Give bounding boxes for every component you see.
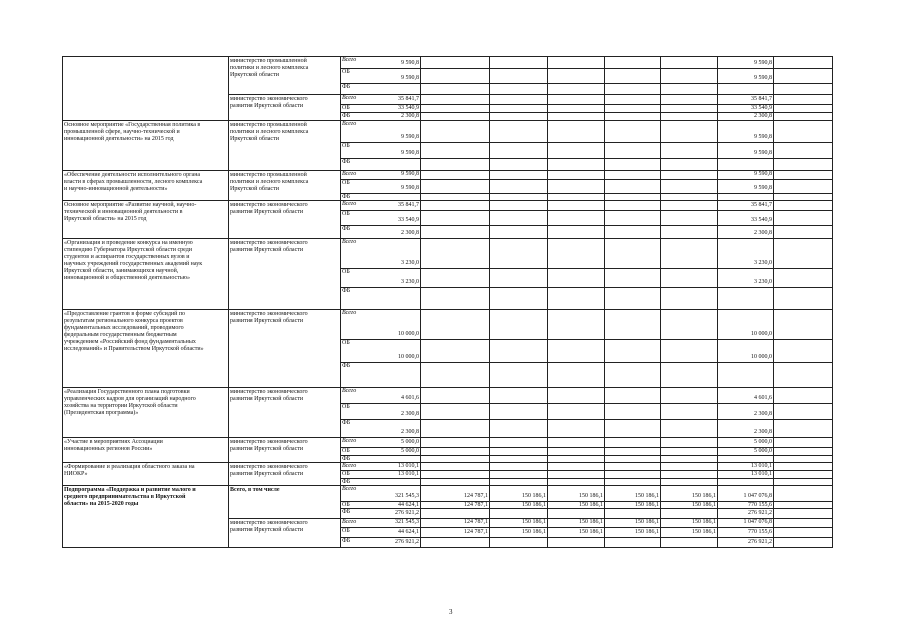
amount-cell: 276 921,2 [748,539,772,545]
task-name-line: промышленной сфере, научно-технической и [64,129,180,135]
executor-line: министерство экономического [230,520,308,526]
amount-cell: 2 300,8 [401,230,419,236]
funding-source-label: ФБ [342,509,351,515]
amount-cell: 321 545,3 [395,519,419,525]
table-column-line [489,56,490,548]
task-name-line: управленческих кадров для организаций народного [64,396,196,402]
amount-cell: 2 300,8 [754,411,772,417]
amount-cell: 9 590,8 [401,75,419,81]
table-column-line [420,56,421,548]
funding-source-label: ФБ [342,363,351,369]
task-name-line: инновационной деятельности» на 2015 год [64,136,174,142]
table-column-line [832,56,833,548]
amount-cell: 5 000,0 [401,448,419,454]
amount-cell: 150 186,1 [635,529,659,535]
funding-source-label: Всего [342,95,357,101]
funding-source-label: ОБ [342,502,350,508]
table-row-line [62,120,833,121]
task-name-line: стипендию Губернатора Иркутской области среди [64,247,192,253]
table-column-line [228,56,229,548]
amount-cell: 124 787,1 [464,519,488,525]
amount-cell: 9 590,8 [401,171,419,177]
amount-cell: 150 186,1 [635,493,659,499]
funding-source-label: ФБ [342,456,351,462]
amount-cell: 10 000,0 [398,354,419,360]
funding-source-label: Всего [342,171,357,177]
amount-cell: 150 186,1 [522,529,546,535]
funding-source-label: ФБ [342,479,351,485]
amount-cell: 9 590,8 [754,60,772,66]
amount-cell: 150 186,1 [522,502,546,508]
funding-source-label: ОБ [342,471,350,477]
task-name-line: Основное мероприятие «Государственная политика в [64,122,201,128]
funding-source-label: ОБ [342,340,350,346]
amount-cell: 9 590,8 [754,171,772,177]
amount-cell: 9 590,8 [754,150,772,156]
executor-line: развития Иркутской области [230,318,304,324]
amount-cell: 150 186,1 [692,519,716,525]
funding-source-label: ОБ [342,528,350,534]
funding-source-label: ОБ [342,105,350,111]
funding-source-label: ОБ [342,143,350,149]
task-name-line: Подпрограмма «Поддержка и развитие малого и [64,487,196,493]
amount-cell: 150 186,1 [635,519,659,525]
task-name-line: среднего предпринимательства в Иркутской [64,494,186,500]
funding-source-label: Всего [342,57,357,63]
funding-source-label: ФБ [342,420,351,426]
amount-cell: 2 300,8 [754,113,772,119]
amount-cell: 2 300,8 [401,113,419,119]
executor-line: развития Иркутской области [230,396,304,402]
executor-line: министерство экономического [230,389,308,395]
amount-cell: 13 010,1 [398,463,419,469]
amount-cell: 150 186,1 [579,502,603,508]
table-subrow-line [340,142,833,143]
executor-line: министерство экономического [230,439,308,445]
funding-source-label: ОБ [342,180,350,186]
executor-line: Иркутской области [230,186,279,192]
amount-cell: 124 787,1 [464,493,488,499]
amount-cell: 770 155,6 [748,502,772,508]
amount-cell: 150 186,1 [522,519,546,525]
funding-source-label: Всего [342,239,357,245]
amount-cell: 3 230,0 [754,279,772,285]
task-name-line: Иркутской области» на 2015 год [64,216,147,222]
executor-line: Иркутской области [230,136,279,142]
funding-source-label: Всего [342,201,357,207]
amount-cell: 9 590,8 [401,60,419,66]
table-subrow-line [340,419,833,420]
amount-cell: 9 590,8 [401,150,419,156]
executor-line: политики и лесного комплекса [230,129,309,135]
task-name-line: исследований» и Правительством Иркутской области» [64,346,204,352]
task-name-line: области» на 2015-2020 годы [64,501,139,507]
amount-cell: 33 540,9 [751,217,772,223]
task-name-line: и научно-инновационной деятельности» [64,186,168,192]
executor-line: развития Иркутской области [230,247,304,253]
executor-line: развития Иркутской области [230,209,304,215]
amount-cell: 3 230,0 [401,260,419,266]
executor-line: развития Иркутской области [230,446,304,452]
amount-cell: 1 047 076,8 [743,519,772,525]
amount-cell: 44 624,1 [398,529,419,535]
executor-line: министерство экономического [230,202,308,208]
table-column-line [340,56,341,548]
executor-line: Иркутской области [230,72,279,78]
executor-line: развития Иркутской области [230,527,304,533]
executor-line: политики и лесного комплекса [230,179,309,185]
task-name-line: (Президентская программа)» [64,410,139,416]
table-row-line [62,437,833,438]
amount-cell: 150 186,1 [579,529,603,535]
executor-line: политики и лесного комплекса [230,65,309,71]
task-name-line: «Предоставление грантов в форме субсидий по [64,311,186,317]
table-row-line [62,387,833,388]
funding-source-label: Всего [342,121,357,127]
funding-source-label: ФБ [342,194,351,200]
amount-cell: 150 186,1 [522,493,546,499]
amount-cell: 44 624,1 [398,502,419,508]
table-subrow-line [340,403,833,404]
funding-source-label: ОБ [342,269,350,275]
funding-source-label: Всего [342,486,357,492]
amount-cell: 35 841,7 [751,96,772,102]
amount-cell: 4 601,6 [401,395,419,401]
table-column-line [717,56,718,548]
amount-cell: 1 047 076,8 [743,493,772,499]
table-subrow-line [340,68,833,69]
executor-line: министерство экономического [230,311,308,317]
executor-line: министерство промышленной [230,58,307,64]
amount-cell: 9 590,8 [401,185,419,191]
task-name-line: Основное мероприятие «Развитие научной, научно- [64,202,197,208]
table-column-line [547,56,548,548]
amount-cell: 13 010,1 [398,471,419,477]
funding-source-label: Всего [342,310,357,316]
funding-source-label: ФБ [342,288,351,294]
table-subrow-line [340,193,833,194]
amount-cell: 35 841,7 [398,202,419,208]
task-name-line: хозяйства на территории Иркутской области [64,403,178,409]
task-name-line: НИОКР» [64,471,88,477]
page-number: 3 [449,608,453,616]
funding-source-label: Всего [342,519,357,525]
table-row-line [62,170,833,171]
funding-source-label: ОБ [342,211,350,217]
table-subrow-line [340,268,833,269]
amount-cell: 33 540,9 [751,105,772,111]
amount-cell: 9 590,8 [401,134,419,140]
task-name-line: «Участие в мероприятиях Ассоциации [64,439,163,445]
amount-cell: 150 186,1 [635,502,659,508]
table-row-line [62,238,833,239]
amount-cell: 13 010,1 [751,471,772,477]
amount-cell: 150 186,1 [579,493,603,499]
funding-source-label: Всего [342,463,357,469]
table-subrow-line [340,362,833,363]
table-bottom-line [62,547,833,548]
executor-line: развития Иркутской области [230,471,304,477]
amount-cell: 9 590,8 [754,185,772,191]
table-column-line [660,56,661,548]
amount-cell: 5 000,0 [754,448,772,454]
task-name-line: федеральным государственным бюджетным [64,332,177,338]
amount-cell: 276 921,2 [395,539,419,545]
amount-cell: 124 787,1 [464,502,488,508]
table-subrow-line [340,179,833,180]
amount-cell: 33 540,9 [398,217,419,223]
table-subrow-line [340,287,833,288]
task-name-line: Иркутской области, занимающихся научной, [64,268,179,274]
task-name-line: инновационной и общественной деятельностью» [64,275,191,281]
amount-cell: 9 590,8 [754,134,772,140]
table-column-line [604,56,605,548]
task-name-line: «Реализация Государственного плана подготовки [64,389,190,395]
task-name-line: «Обеспечение деятельности исполнительного органа [64,172,201,178]
amount-cell: 35 841,7 [751,202,772,208]
funding-source-label: ФБ [342,84,351,90]
table-subrow-line [340,339,833,340]
task-name-line: инновационных регионов России» [64,446,153,452]
task-name-line: результатам регионального конкурса проектов [64,318,183,324]
funding-source-label: ОБ [342,404,350,410]
table-subrow-line [340,158,833,159]
amount-cell: 124 787,1 [464,529,488,535]
table-subrow-line [340,527,833,528]
amount-cell: 150 186,1 [692,529,716,535]
table-column-line [62,56,63,548]
amount-cell: 33 540,9 [398,105,419,111]
amount-cell: 276 921,2 [395,510,419,516]
task-name-line: технической и инновационной деятельности в [64,209,183,215]
amount-cell: 276 921,2 [748,510,772,516]
funding-source-label: ФБ [342,113,351,119]
amount-cell: 5 000,0 [754,439,772,445]
amount-cell: 9 590,8 [754,75,772,81]
task-name-line: научных учреждений государственных академий наук [64,261,203,267]
task-name-line: студентов и аспирантов государственных вузов и [64,254,190,260]
executor-line: министерство промышленной [230,172,307,178]
amount-cell: 150 186,1 [692,493,716,499]
table-subrow-line [340,210,833,211]
task-name-line: «Формирование и реализация областного заказа на [64,464,195,470]
table-row-line [62,462,833,463]
task-name-line: фундаментальных исследований, проводимого [64,325,184,331]
funding-source-label: Всего [342,388,357,394]
funding-source-label: ФБ [342,159,351,165]
task-name-line: учреждением «Российский фонд фундаментальных [64,339,196,345]
amount-cell: 10 000,0 [398,331,419,337]
table-subrow-line [340,225,833,226]
executor-line: министерство экономического [230,464,308,470]
task-name-line: «Организация и проведение конкурса на именную [64,240,193,246]
amount-cell: 2 300,8 [754,429,772,435]
funding-source-label: ФБ [342,538,351,544]
table-column-line [773,56,774,548]
amount-cell: 2 300,8 [754,230,772,236]
executor-line: развития Иркутской области [230,103,304,109]
table-row-line [62,309,833,310]
executor-line: министерство промышленной [230,122,307,128]
table-subrow-line [340,478,833,479]
table-row-line [62,56,833,57]
funding-source-label: ОБ [342,448,350,454]
table-subrow-line [340,455,833,456]
funding-source-label: Всего [342,438,357,444]
amount-cell: 321 545,3 [395,493,419,499]
executor-line: Всего, в том числе [230,487,280,493]
table-row-line [62,200,833,201]
table-subrow-line [340,83,833,84]
funding-source-label: ФБ [342,226,351,232]
amount-cell: 13 010,1 [751,463,772,469]
amount-cell: 3 230,0 [401,279,419,285]
table-row-line [228,94,833,95]
amount-cell: 2 300,8 [401,411,419,417]
amount-cell: 10 000,0 [751,354,772,360]
amount-cell: 770 155,6 [748,529,772,535]
amount-cell: 3 230,0 [754,260,772,266]
amount-cell: 150 186,1 [692,502,716,508]
executor-line: министерство экономического [230,240,308,246]
amount-cell: 4 601,6 [754,395,772,401]
task-name-line: власти в сферах промышленности, лесного комплекса [64,179,203,185]
table-subrow-line [340,537,833,538]
funding-source-label: ОБ [342,69,350,75]
amount-cell: 150 186,1 [579,519,603,525]
table-row-line [62,485,833,486]
amount-cell: 35 841,7 [398,96,419,102]
amount-cell: 2 300,8 [401,429,419,435]
amount-cell: 10 000,0 [751,331,772,337]
executor-line: министерство экономического [230,96,308,102]
amount-cell: 5 000,0 [401,439,419,445]
